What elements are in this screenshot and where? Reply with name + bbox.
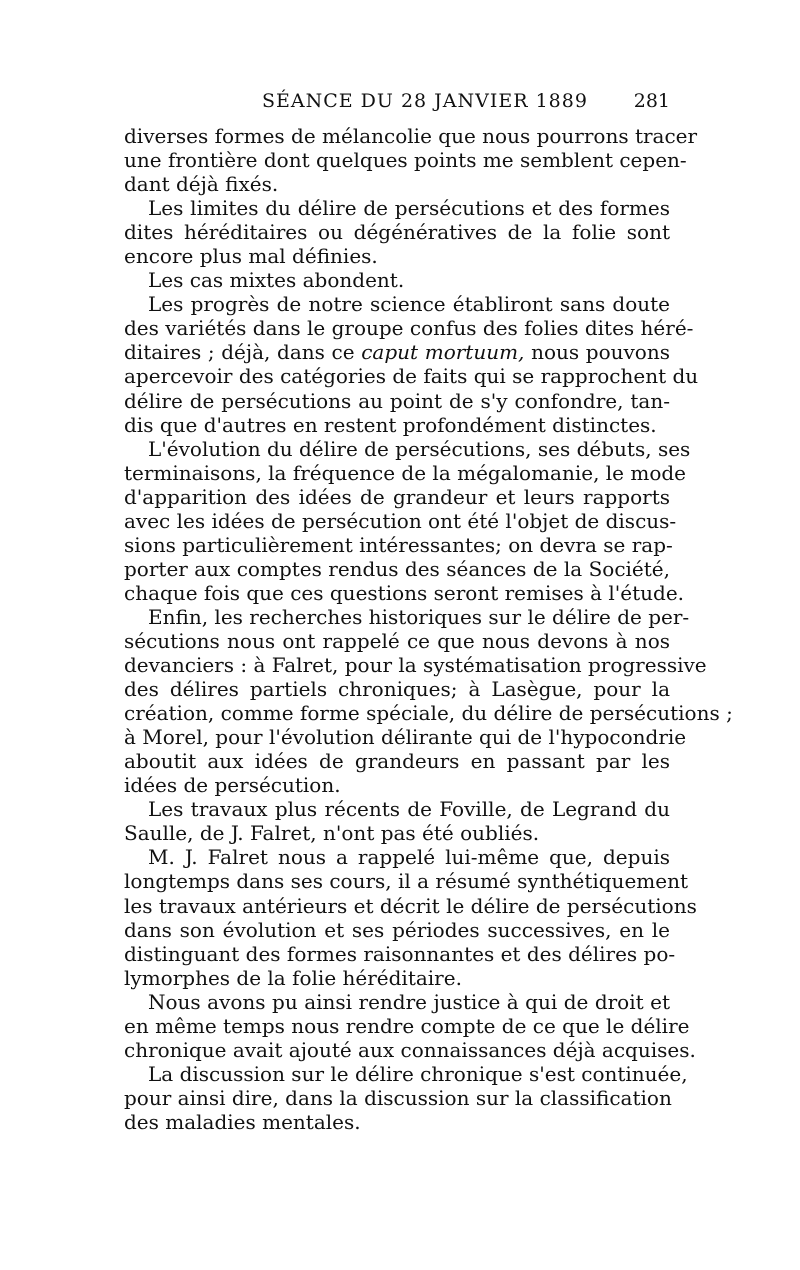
- text-line: dans son évolution et ses périodes successives, en le: [124, 917, 670, 942]
- text-line: délire de persécutions au point de s'y confondre, tan-: [124, 388, 670, 413]
- text-line: sécutions nous ont rappelé ce que nous devons à nos: [124, 628, 670, 653]
- text-line: avec les idées de persécution ont été l'objet de discus-: [124, 508, 677, 533]
- text-line: Les travaux plus récents de Foville, de Legrand du: [148, 797, 670, 822]
- text-line: lymorphes de la folie héréditaire.: [124, 965, 462, 990]
- text-segment: nous pouvons: [524, 340, 670, 365]
- running-head: [124, 88, 670, 118]
- text-line: encore plus mal définies.: [124, 244, 378, 269]
- text-line: Les cas mixtes abondent.: [148, 268, 405, 293]
- header-title: SÉANCE DU 28 JANVIER 1889: [262, 90, 588, 112]
- italic-phrase: caput mortuum,: [361, 340, 525, 365]
- text-line: Nous avons pu ainsi rendre justice à qui de droit et: [148, 989, 670, 1014]
- page-number: 281: [633, 90, 670, 112]
- text-line: des délires partiels chroniques; à Lasègue, pour la: [124, 677, 670, 702]
- text-line: dis que d'autres en restent profondément distinctes.: [124, 412, 657, 437]
- text-line: Enfin, les recherches historiques sur le délire de per-: [148, 604, 690, 629]
- text-line: d'apparition des idées de grandeur et leurs rapports: [124, 484, 670, 509]
- text-line: [124, 340, 670, 364]
- text-line: Saulle, de J. Falret, n'ont pas été oubliés.: [124, 821, 540, 846]
- text-line: Les limites du délire de persécutions et des formes: [148, 196, 670, 221]
- text-line: chronique avait ajouté aux connaissances déjà acquises.: [124, 1037, 696, 1062]
- text-line: création, comme forme spéciale, du délire de persécutions ;: [124, 701, 733, 726]
- text-segment: ditaires ; déjà, dans ce: [124, 340, 362, 365]
- text-line: M. J. Falret nous a rappelé lui-même que, depuis: [148, 845, 670, 870]
- text-line: idées de persécution.: [124, 773, 341, 798]
- text-line: les travaux antérieurs et décrit le délire de persécutions: [124, 893, 697, 918]
- text-line: dant déjà fixés.: [124, 172, 279, 197]
- text-line: porter aux comptes rendus des séances de la Société,: [124, 556, 670, 581]
- text-line: en même temps nous rendre compte de ce que le délire: [124, 1013, 690, 1038]
- text-line: apercevoir des catégories de faits qui se rapprochent du: [124, 364, 699, 389]
- text-line: une frontière dont quelques points me semblent cepen-: [124, 148, 687, 173]
- text-line: diverses formes de mélancolie que nous pourrons tracer: [124, 124, 698, 148]
- text-line: longtemps dans ses cours, il a résumé synthétiquement: [124, 869, 688, 894]
- text-line: dites héréditaires ou dégénératives de la folie sont: [124, 220, 670, 245]
- body-text: [124, 124, 733, 1134]
- text-line: aboutit aux idées de grandeurs en passant par les: [124, 749, 670, 774]
- text-line: La discussion sur le délire chronique s'est continuée,: [148, 1061, 688, 1086]
- text-line: devanciers : à Falret, pour la systématisation progressive: [124, 653, 707, 678]
- text-line: à Morel, pour l'évolution délirante qui de l'hypocondrie: [124, 725, 687, 750]
- text-line: des maladies mentales.: [124, 1109, 361, 1134]
- text-line: chaque fois que ces questions seront remises à l'étude.: [124, 580, 685, 605]
- text-line: des variétés dans le groupe confus des folies dites héré-: [124, 316, 694, 341]
- text-line: Les progrès de notre science établiront sans doute: [148, 292, 670, 317]
- text-line: sions particulièrement intéressantes; on devra se rap-: [124, 532, 673, 557]
- text-line: L'évolution du délire de persécutions, ses débuts, ses: [148, 436, 691, 461]
- text-line: pour ainsi dire, dans la discussion sur la classification: [124, 1085, 672, 1110]
- text-line: distinguant des formes raisonnantes et des délires po-: [124, 941, 676, 966]
- text-line: terminaisons, la fréquence de la mégalomanie, le mode: [124, 460, 687, 485]
